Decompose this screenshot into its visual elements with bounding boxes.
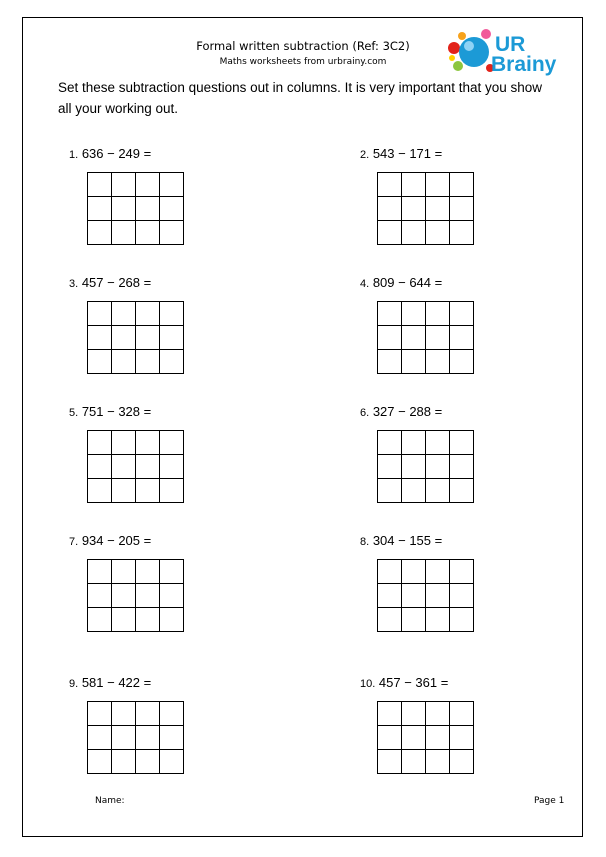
grid-cell[interactable] — [426, 455, 450, 479]
grid-cell[interactable] — [426, 197, 450, 221]
logo-bubble — [458, 32, 466, 40]
working-grid[interactable] — [377, 301, 474, 374]
grid-cell[interactable] — [136, 326, 160, 350]
grid-cell[interactable] — [426, 702, 450, 726]
grid-cell[interactable] — [112, 326, 136, 350]
question-8 — [360, 533, 442, 548]
grid-cell[interactable] — [402, 750, 426, 774]
grid-cell[interactable] — [88, 750, 112, 774]
grid-cell[interactable] — [450, 455, 474, 479]
grid-cell[interactable] — [112, 560, 136, 584]
question-9 — [69, 675, 151, 690]
grid-cell[interactable] — [112, 431, 136, 455]
grid-cell[interactable] — [88, 326, 112, 350]
logo-bubble — [481, 29, 491, 39]
grid-cell[interactable] — [426, 326, 450, 350]
grid-cell[interactable] — [112, 350, 136, 374]
grid-cell[interactable] — [378, 608, 402, 632]
grid-cell[interactable] — [160, 702, 184, 726]
grid-cell[interactable] — [112, 726, 136, 750]
grid-cell[interactable] — [112, 302, 136, 326]
grid-cell[interactable] — [378, 350, 402, 374]
grid-cell[interactable] — [378, 455, 402, 479]
grid-cell[interactable] — [402, 197, 426, 221]
page-title: Formal written subtraction (Ref: 3C2) — [196, 39, 410, 53]
question-6 — [360, 404, 442, 419]
grid-cell[interactable] — [402, 326, 426, 350]
logo-bubble — [448, 42, 460, 54]
grid-cell[interactable] — [88, 560, 112, 584]
instructions-text: Set these subtraction questions out in columns. It is very important that you show all your working out. — [58, 80, 542, 116]
grid-cell[interactable] — [160, 455, 184, 479]
grid-cell[interactable] — [450, 302, 474, 326]
question-expression: 457 − 361 = — [378, 675, 449, 690]
grid-cell[interactable] — [160, 221, 184, 245]
grid-cell[interactable] — [450, 560, 474, 584]
grid-cell[interactable] — [88, 479, 112, 503]
question-2 — [360, 146, 442, 161]
grid-cell[interactable] — [160, 608, 184, 632]
grid-cell[interactable] — [402, 726, 426, 750]
grid-cell[interactable] — [160, 350, 184, 374]
grid-cell[interactable] — [426, 560, 450, 584]
question-expression: 809 − 644 = — [372, 275, 443, 290]
grid-cell[interactable] — [88, 221, 112, 245]
grid-cell[interactable] — [88, 173, 112, 197]
grid-cell[interactable] — [136, 197, 160, 221]
working-grid[interactable] — [377, 559, 474, 632]
grid-cell[interactable] — [136, 302, 160, 326]
grid-cell[interactable] — [378, 173, 402, 197]
question-number: 4. — [360, 278, 370, 290]
grid-cell[interactable] — [88, 431, 112, 455]
question-expression: 304 − 155 = — [372, 533, 443, 548]
grid-cell[interactable] — [450, 702, 474, 726]
grid-cell[interactable] — [378, 702, 402, 726]
working-grid[interactable] — [87, 172, 184, 245]
grid-cell[interactable] — [450, 479, 474, 503]
grid-cell[interactable] — [426, 750, 450, 774]
question-10 — [360, 675, 448, 690]
working-grid[interactable] — [377, 172, 474, 245]
question-expression: 934 − 205 = — [81, 533, 152, 548]
grid-cell[interactable] — [136, 750, 160, 774]
question-number: 1. — [69, 149, 79, 161]
grid-cell[interactable] — [160, 560, 184, 584]
logo-text-bottom: Brainy — [491, 53, 557, 76]
working-grid[interactable] — [87, 430, 184, 503]
grid-cell[interactable] — [88, 455, 112, 479]
question-expression: 751 − 328 = — [81, 404, 152, 419]
grid-cell[interactable] — [402, 560, 426, 584]
grid-cell[interactable] — [450, 173, 474, 197]
working-grid[interactable] — [87, 301, 184, 374]
grid-cell[interactable] — [136, 702, 160, 726]
urbrainy-logo — [446, 26, 572, 78]
grid-cell[interactable] — [378, 560, 402, 584]
working-grid[interactable] — [377, 430, 474, 503]
grid-cell[interactable] — [378, 750, 402, 774]
grid-cell[interactable] — [426, 584, 450, 608]
name-label: Name: — [95, 796, 125, 806]
grid-cell[interactable] — [402, 221, 426, 245]
grid-cell[interactable] — [112, 197, 136, 221]
grid-cell[interactable] — [112, 702, 136, 726]
grid-cell[interactable] — [136, 350, 160, 374]
grid-cell[interactable] — [136, 584, 160, 608]
grid-cell[interactable] — [378, 197, 402, 221]
grid-cell[interactable] — [426, 608, 450, 632]
question-expression: 457 − 268 = — [81, 275, 152, 290]
question-number: 2. — [360, 149, 370, 161]
grid-cell[interactable] — [136, 173, 160, 197]
grid-cell[interactable] — [450, 197, 474, 221]
question-number: 7. — [69, 536, 79, 548]
grid-cell[interactable] — [136, 431, 160, 455]
grid-cell[interactable] — [378, 221, 402, 245]
grid-cell[interactable] — [402, 302, 426, 326]
grid-cell[interactable] — [402, 173, 426, 197]
grid-cell[interactable] — [112, 750, 136, 774]
question-number: 8. — [360, 536, 370, 548]
grid-cell[interactable] — [426, 726, 450, 750]
grid-cell[interactable] — [378, 726, 402, 750]
question-3 — [69, 275, 151, 290]
grid-cell[interactable] — [88, 584, 112, 608]
grid-cell[interactable] — [160, 173, 184, 197]
page-number: Page 1 — [534, 796, 565, 806]
grid-cell[interactable] — [378, 584, 402, 608]
grid-cell[interactable] — [160, 326, 184, 350]
grid-cell[interactable] — [426, 350, 450, 374]
question-number: 9. — [69, 678, 79, 690]
grid-cell[interactable] — [450, 750, 474, 774]
logo-bubble — [453, 61, 463, 71]
grid-cell[interactable] — [88, 702, 112, 726]
logo-text-top: UR — [495, 33, 526, 56]
question-number: 10. — [360, 678, 376, 690]
question-4 — [360, 275, 442, 290]
logo-globe — [459, 37, 489, 67]
grid-cell[interactable] — [378, 479, 402, 503]
grid-cell[interactable] — [112, 455, 136, 479]
grid-cell[interactable] — [450, 221, 474, 245]
grid-cell[interactable] — [402, 702, 426, 726]
grid-cell[interactable] — [160, 726, 184, 750]
grid-cell[interactable] — [136, 479, 160, 503]
question-7 — [69, 533, 151, 548]
grid-cell[interactable] — [160, 431, 184, 455]
logo-globe-shine — [464, 41, 474, 51]
grid-cell[interactable] — [160, 197, 184, 221]
grid-cell[interactable] — [112, 221, 136, 245]
grid-cell[interactable] — [136, 455, 160, 479]
grid-cell[interactable] — [426, 173, 450, 197]
grid-cell[interactable] — [426, 221, 450, 245]
grid-cell[interactable] — [450, 350, 474, 374]
grid-cell[interactable] — [160, 750, 184, 774]
grid-cell[interactable] — [88, 608, 112, 632]
grid-cell[interactable] — [112, 479, 136, 503]
grid-cell[interactable] — [426, 302, 450, 326]
grid-cell[interactable] — [378, 326, 402, 350]
grid-cell[interactable] — [402, 479, 426, 503]
grid-cell[interactable] — [160, 479, 184, 503]
grid-cell[interactable] — [402, 350, 426, 374]
logo-bubble — [449, 55, 455, 61]
working-grid[interactable] — [87, 559, 184, 632]
grid-cell[interactable] — [136, 726, 160, 750]
question-expression: 543 − 171 = — [372, 146, 443, 161]
grid-cell[interactable] — [450, 584, 474, 608]
question-number: 5. — [69, 407, 79, 419]
page-subtitle: Maths worksheets from urbrainy.com — [219, 57, 387, 67]
grid-cell[interactable] — [450, 608, 474, 632]
grid-cell[interactable] — [88, 302, 112, 326]
grid-cell[interactable] — [112, 584, 136, 608]
grid-cell[interactable] — [88, 350, 112, 374]
question-5 — [69, 404, 151, 419]
question-1 — [69, 146, 151, 161]
grid-cell[interactable] — [402, 584, 426, 608]
grid-cell[interactable] — [136, 608, 160, 632]
grid-cell[interactable] — [426, 479, 450, 503]
grid-cell[interactable] — [378, 302, 402, 326]
question-number: 3. — [69, 278, 79, 290]
grid-cell[interactable] — [402, 431, 426, 455]
grid-cell[interactable] — [402, 608, 426, 632]
grid-cell[interactable] — [402, 455, 426, 479]
grid-cell[interactable] — [136, 560, 160, 584]
grid-cell[interactable] — [450, 326, 474, 350]
question-expression: 581 − 422 = — [81, 675, 152, 690]
question-number: 6. — [360, 407, 370, 419]
grid-cell[interactable] — [88, 726, 112, 750]
working-grid[interactable] — [87, 701, 184, 774]
grid-cell[interactable] — [160, 302, 184, 326]
grid-cell[interactable] — [426, 431, 450, 455]
grid-cell[interactable] — [112, 608, 136, 632]
grid-cell[interactable] — [160, 584, 184, 608]
question-expression: 636 − 249 = — [81, 146, 152, 161]
grid-cell[interactable] — [450, 726, 474, 750]
question-expression: 327 − 288 = — [372, 404, 443, 419]
grid-cell[interactable] — [450, 431, 474, 455]
working-grid[interactable] — [377, 701, 474, 774]
grid-cell[interactable] — [136, 221, 160, 245]
grid-cell[interactable] — [378, 431, 402, 455]
grid-cell[interactable] — [112, 173, 136, 197]
grid-cell[interactable] — [88, 197, 112, 221]
